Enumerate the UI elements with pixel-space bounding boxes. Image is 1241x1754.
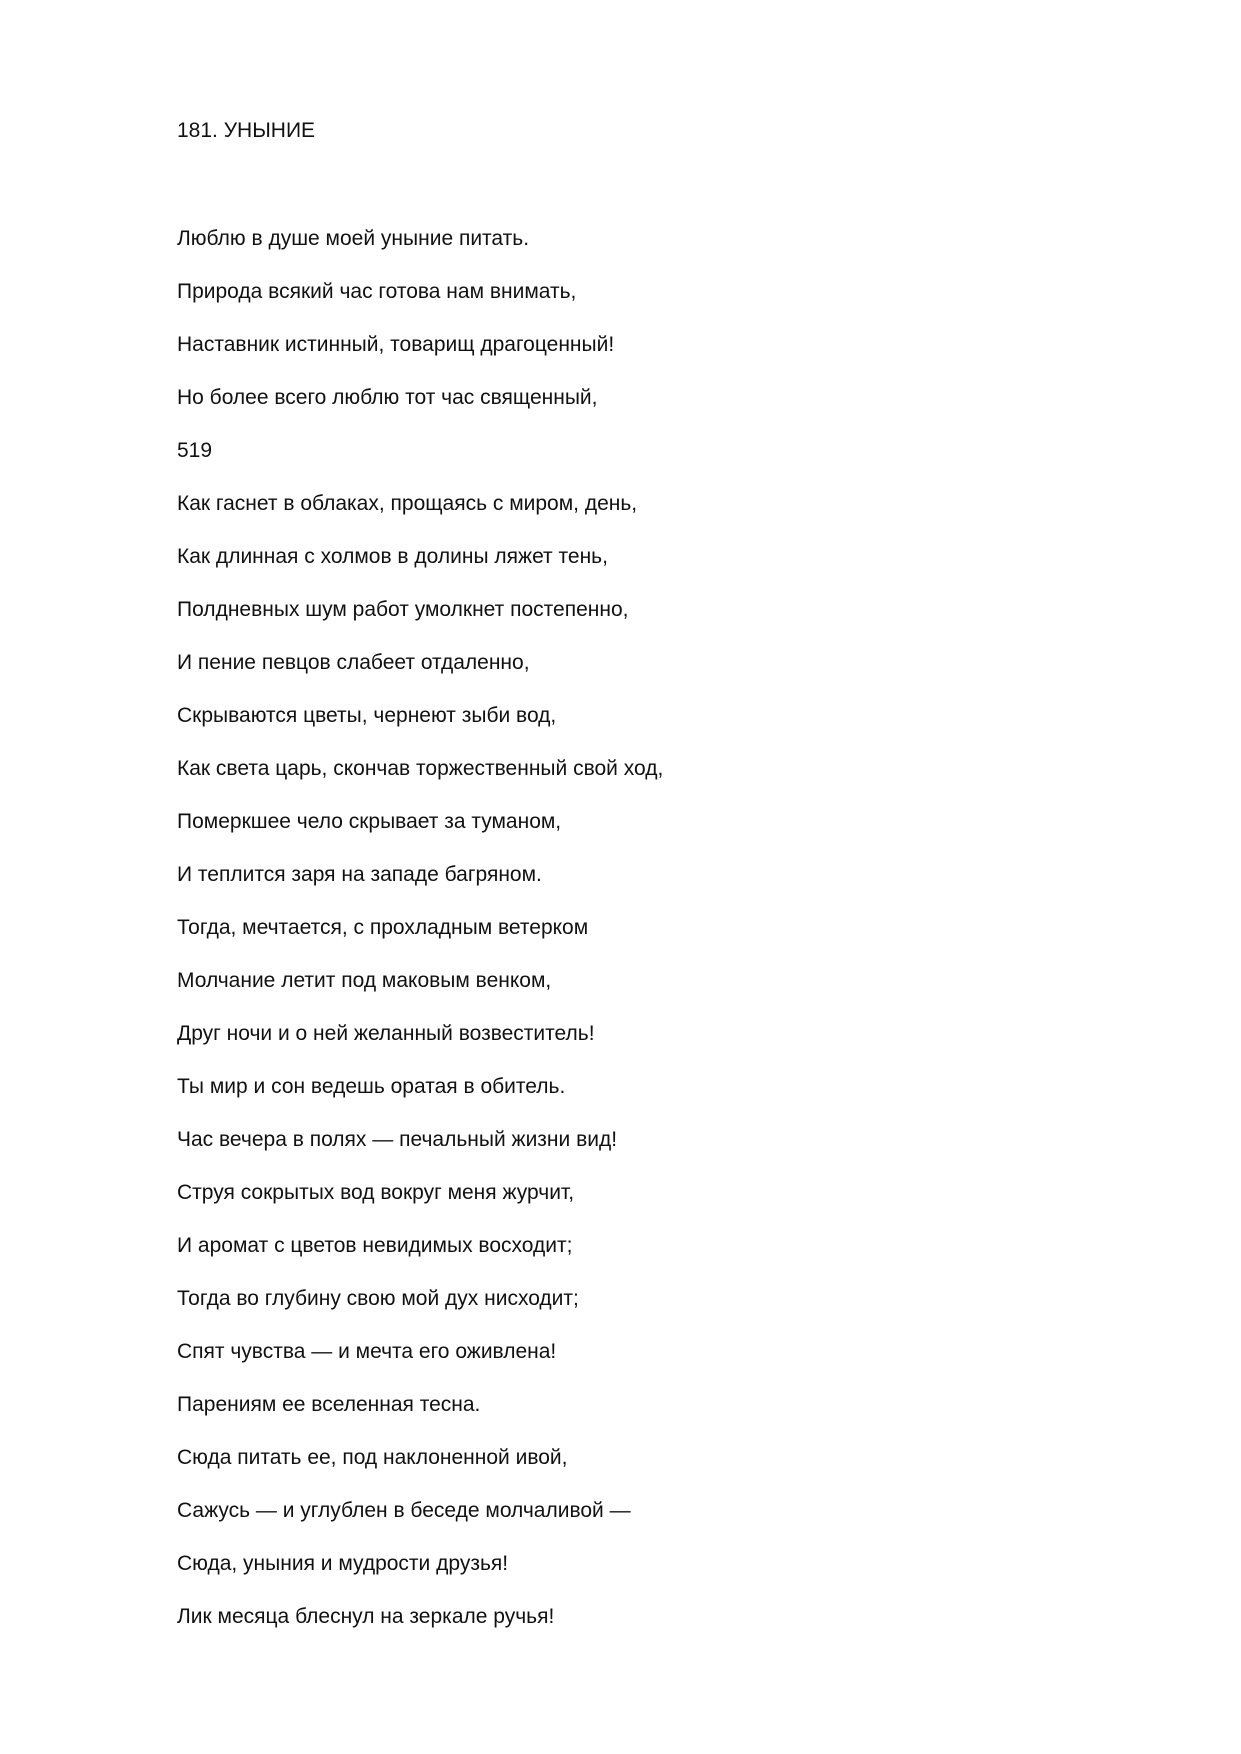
- poem-line: И пение певцов слабеет отдаленно,: [177, 651, 530, 674]
- poem-line: Сажусь — и углублен в беседе молчаливой —: [177, 1499, 631, 1522]
- poem-body: [177, 226, 663, 1657]
- poem-line: Сюда питать ее, под наклоненной ивой,: [177, 1446, 568, 1469]
- poem-line: Тогда во глубину свою мой дух нисходит;: [177, 1287, 579, 1310]
- poem-line: Час вечера в полях — печальный жизни вид!: [177, 1128, 618, 1151]
- poem-line: Молчание летит под маковым венком,: [177, 969, 552, 992]
- poem-line: Люблю в душе моей уныние питать.: [177, 227, 530, 250]
- poem-line: Скрываются цветы, чернеют зыби вод,: [177, 704, 557, 727]
- poem-line: Спят чувства — и мечта его оживлена!: [177, 1340, 557, 1363]
- poem-line: Лик месяца блеснул на зеркале ручья!: [177, 1605, 555, 1628]
- poem-line: И теплится заря на западе багряном.: [177, 863, 542, 886]
- poem-line: Померкшее чело скрывает за туманом,: [177, 810, 562, 833]
- poem-line: Но более всего люблю тот час священный,: [177, 386, 598, 409]
- poem-line: Тогда, мечтается, с прохладным ветерком: [177, 916, 589, 939]
- poem-line: 519: [177, 439, 213, 462]
- poem-title: 181. УНЫНИЕ: [177, 119, 316, 142]
- poem-line: Парениям ее вселенная тесна.: [177, 1393, 481, 1416]
- poem-line: Природа всякий час готова нам внимать,: [177, 280, 577, 303]
- poem-line: Полдневных шум работ умолкнет постепенно,: [177, 598, 629, 621]
- poem-line: И аромат с цветов невидимых восходит;: [177, 1234, 573, 1257]
- poem-line: Как гаснет в облаках, прощаясь с миром, день,: [177, 492, 638, 515]
- poem-line: Ты мир и сон ведешь оратая в обитель.: [177, 1075, 566, 1098]
- poem-line: Как света царь, скончав торжественный свой ход,: [177, 757, 664, 780]
- poem-line: Как длинная с холмов в долины ляжет тень,: [177, 545, 608, 568]
- poem-line: Наставник истинный, товарищ драгоценный!: [177, 333, 615, 356]
- poem-line: Друг ночи и о ней желанный возвеститель!: [177, 1022, 595, 1045]
- poem-line: Струя сокрытых вод вокруг меня журчит,: [177, 1181, 575, 1204]
- poem-line: Сюда, уныния и мудрости друзья!: [177, 1552, 509, 1575]
